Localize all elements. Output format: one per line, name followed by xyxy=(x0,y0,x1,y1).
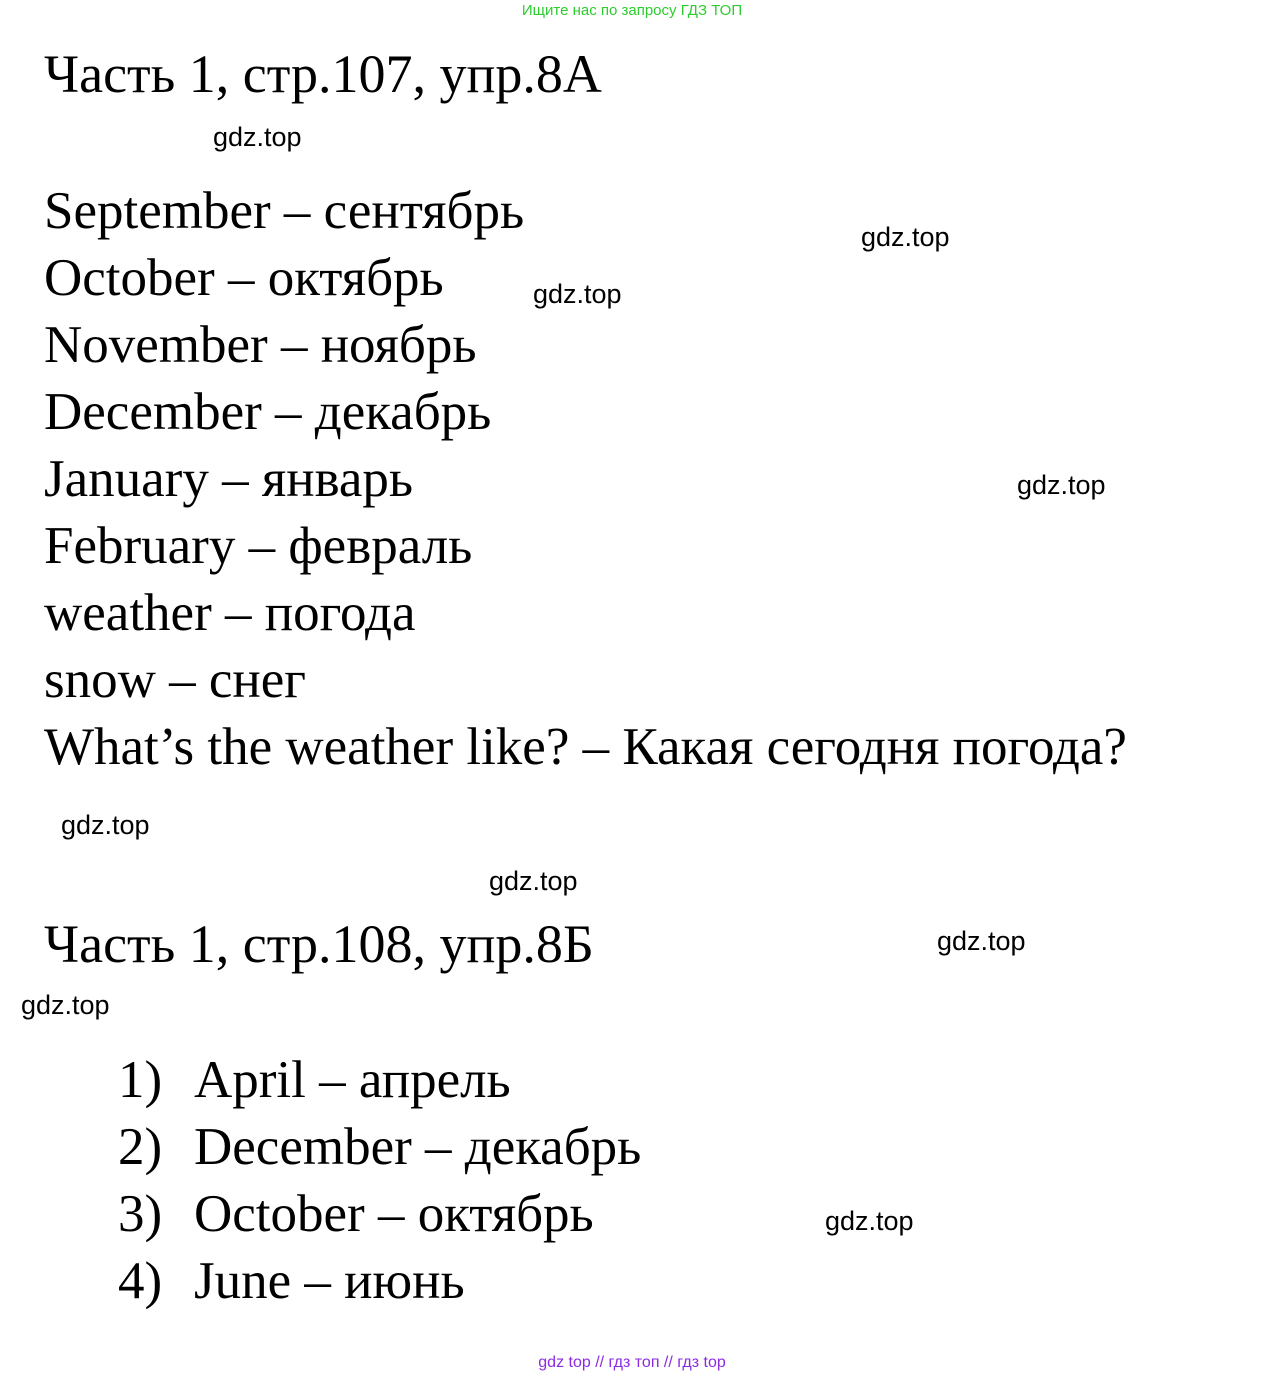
answer-item xyxy=(118,1248,641,1315)
answers-list xyxy=(118,1047,641,1315)
watermark: gdz.top xyxy=(533,279,622,309)
answer-text: October – октябрь xyxy=(194,1185,594,1243)
top-banner[interactable]: Ищите нас по запросу ГДЗ ТОП xyxy=(521,2,743,19)
footer-links[interactable]: gdz top // гдз топ // гдз top xyxy=(538,1354,726,1371)
vocab-item: October – октябрь xyxy=(44,249,444,307)
watermark: gdz.top xyxy=(61,810,150,840)
answer-item xyxy=(118,1047,641,1114)
vocab-item: What’s the weather like? – Какая сегодня погода? xyxy=(44,718,1127,776)
answer-item xyxy=(118,1114,641,1181)
answer-item xyxy=(118,1181,641,1248)
watermark: gdz.top xyxy=(213,122,302,152)
vocab-item: September – сентябрь xyxy=(44,182,525,240)
answer-number: 1) xyxy=(118,1051,163,1109)
vocab-item: January – январь xyxy=(44,450,414,508)
vocab-item: February – февраль xyxy=(44,517,473,575)
vocabulary-list xyxy=(44,178,1127,781)
watermark: gdz.top xyxy=(489,866,578,896)
watermark: gdz.top xyxy=(937,926,1026,956)
answer-text: April – апрель xyxy=(194,1051,511,1109)
watermark: gdz.top xyxy=(1017,470,1106,500)
watermark: gdz.top xyxy=(861,222,950,252)
section-2-heading: Часть 1, стр.108, упр.8Б xyxy=(44,914,594,974)
vocab-item: snow – снег xyxy=(44,651,307,709)
answer-number: 3) xyxy=(118,1185,163,1243)
vocab-item: December – декабрь xyxy=(44,383,492,441)
watermark: gdz.top xyxy=(21,990,110,1020)
answer-number: 4) xyxy=(118,1252,163,1310)
answer-text: December – декабрь xyxy=(194,1118,642,1176)
answer-text: June – июнь xyxy=(194,1252,465,1310)
vocab-item: weather – погода xyxy=(44,584,416,642)
watermark: gdz.top xyxy=(825,1206,914,1236)
vocab-item: November – ноябрь xyxy=(44,316,477,374)
answer-number: 2) xyxy=(118,1118,163,1176)
section-1-heading: Часть 1, стр.107, упр.8А xyxy=(44,44,602,104)
